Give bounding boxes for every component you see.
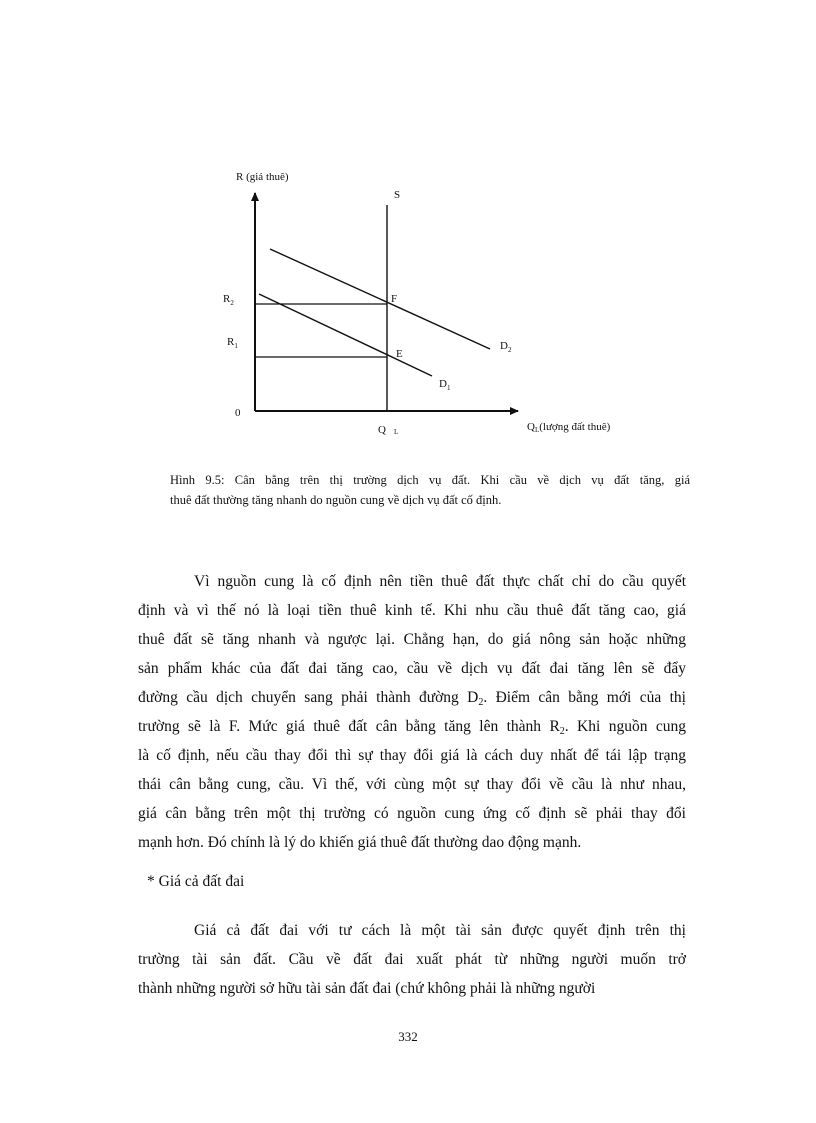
r1-label: $R_1$ [227,336,238,350]
p1-line-1: Vì nguồn cung là cố định nên tiền thuê đất thực chất chỉ do cầu quyết [194,573,686,590]
caption-line-2: thuê đất thường tăng nhanh do nguồn cung về dịch vụ đất cố định. [170,493,502,507]
p1-line-4: sản phẩm khác của đất đai tăng cao, cầu về dịch vụ đất đai tăng lên sẽ đẩy [138,660,686,677]
supply-label: S [394,189,401,201]
d2-label: $D_2$ [500,340,512,354]
p1-line-3: thuê đất sẽ tăng nhanh và ngược lại. Chẳng hạn, do giá nông sản hoặc những [138,631,686,648]
r2-label: $R_2$ [223,293,234,307]
p1-line-2: định và vì thế nó là loại tiền thuê kinh tế. Khi nhu cầu thuê đất tăng cao, giá [138,602,686,619]
p1-line-7: là cố định, nếu cầu thay đổi thì sự thay đổi giá là cách duy nhất để tái lập trạng [138,747,686,764]
point-f-label: F [391,293,398,305]
figure-caption [170,470,690,510]
section-heading: * Giá cả đất đai [147,873,245,890]
d1-label: $D_1$ [439,378,451,392]
page-number: 332 [398,1029,418,1044]
p1-line-9: giá cân bằng trên một thị trường có nguồn cung ứng cố định sẽ phải thay đổi [138,805,686,822]
paragraph-1 [138,567,686,857]
p1-line-8: thái cân bằng cung, cầu. Vì thế, với cùng một sự thay đổi về cầu là như nhau, [138,776,686,793]
x-axis-label: QL(lượng đất thuê) [527,421,611,434]
y-axis-label: R (giá thuê) [236,171,289,183]
paragraph-2 [138,916,686,1003]
demand-curve-d2 [270,249,490,349]
p2-line-1: Giá cả đất đai với tư cách là một tài sản được quyết định trên thị [194,922,686,939]
land-market-equilibrium-figure [0,0,816,460]
point-e-label: E [396,348,403,360]
demand-curve-d1 [259,294,432,376]
p1-line-5: đường cầu dịch chuyển sang phải thành đường $D_2$. Điểm cân bằng mới của thị [138,689,686,708]
ql-label: Q L [378,424,399,436]
p2-line-3: thành những người sở hữu tài sản đất đai (chứ không phải là những người [138,980,596,997]
p2-line-2: trường tài sản đất. Cầu về đất đai xuất phát từ những người muốn trở [138,951,686,968]
caption-line-1: Hình 9.5: Cân bằng trên thị trường dịch vụ đất. Khi cầu về dịch vụ đất tăng, giá [170,473,690,487]
p1-line-10: mạnh hơn. Đó chính là lý do khiến giá thuê đất thường dao động mạnh. [138,834,582,851]
origin-label: 0 [235,407,241,419]
p1-line-6: trường sẽ là F. Mức giá thuê đất cân bằng tăng lên thành $R_2$. Khi nguồn cung [138,718,686,737]
